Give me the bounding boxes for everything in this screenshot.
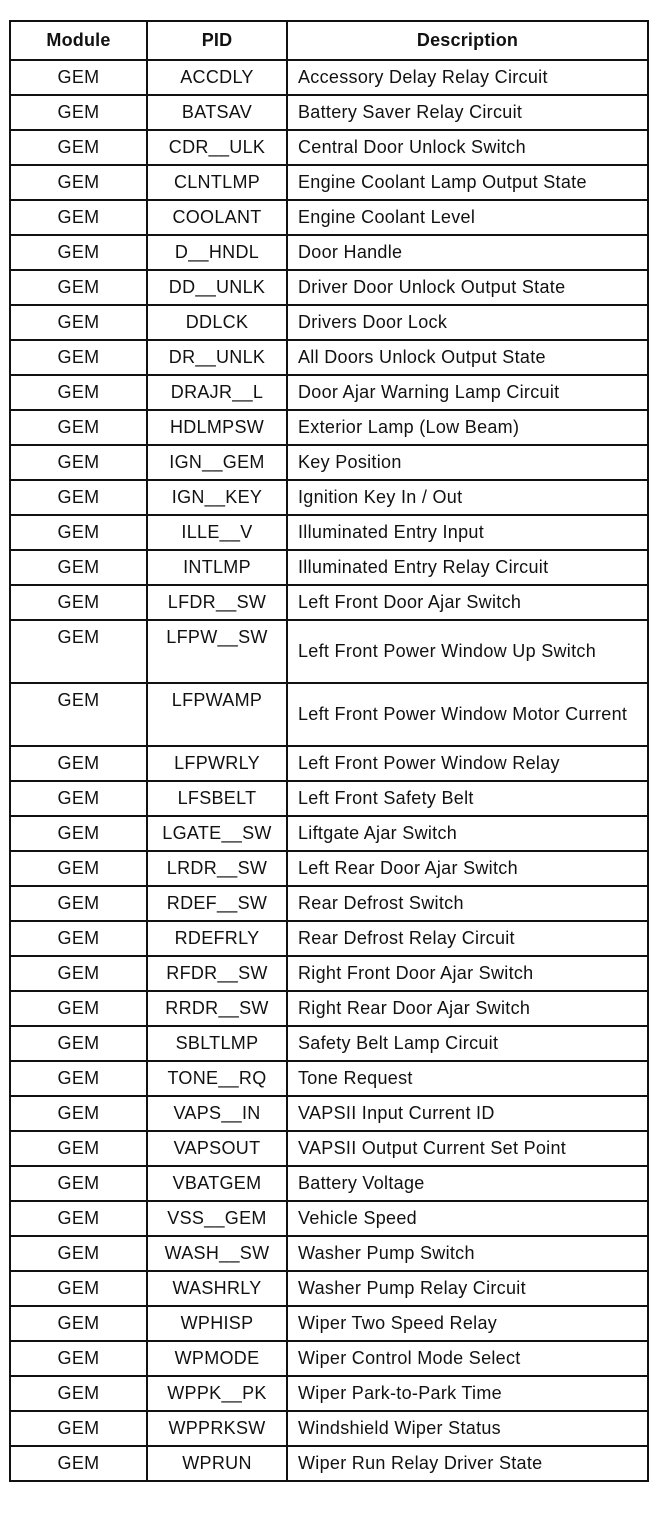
table-row <box>10 1306 648 1341</box>
pid-cell: ACCDLY <box>147 60 287 95</box>
table-row <box>10 95 648 130</box>
pid-table-sheet <box>9 20 647 1482</box>
module-cell: GEM <box>10 1271 147 1306</box>
module-cell: GEM <box>10 165 147 200</box>
table-row <box>10 165 648 200</box>
module-cell: GEM <box>10 1166 147 1201</box>
description-cell: VAPSII Input Current ID <box>287 1096 648 1131</box>
module-cell: GEM <box>10 683 147 746</box>
pid-table <box>9 20 649 1482</box>
description-cell: Washer Pump Relay Circuit <box>287 1271 648 1306</box>
description-cell: Battery Voltage <box>287 1166 648 1201</box>
pid-cell: VSS__GEM <box>147 1201 287 1236</box>
module-cell: GEM <box>10 1201 147 1236</box>
table-row <box>10 1096 648 1131</box>
module-cell: GEM <box>10 1306 147 1341</box>
table-body <box>10 60 648 1481</box>
pid-cell: WPPK__PK <box>147 1376 287 1411</box>
description-cell: Safety Belt Lamp Circuit <box>287 1026 648 1061</box>
table-row <box>10 305 648 340</box>
header-row <box>10 21 648 60</box>
description-cell: Right Rear Door Ajar Switch <box>287 991 648 1026</box>
module-cell: GEM <box>10 781 147 816</box>
pid-cell: WASH__SW <box>147 1236 287 1271</box>
description-cell: Washer Pump Switch <box>287 1236 648 1271</box>
table-row <box>10 886 648 921</box>
pid-cell: TONE__RQ <box>147 1061 287 1096</box>
table-row <box>10 1446 648 1481</box>
description-cell: Wiper Run Relay Driver State <box>287 1446 648 1481</box>
table-row <box>10 816 648 851</box>
module-cell: GEM <box>10 1061 147 1096</box>
module-cell: GEM <box>10 515 147 550</box>
description-cell: Accessory Delay Relay Circuit <box>287 60 648 95</box>
module-cell: GEM <box>10 921 147 956</box>
table-row <box>10 746 648 781</box>
module-cell: GEM <box>10 991 147 1026</box>
pid-cell: INTLMP <box>147 550 287 585</box>
description-cell: Ignition Key In / Out <box>287 480 648 515</box>
table-row <box>10 340 648 375</box>
description-cell: Wiper Two Speed Relay <box>287 1306 648 1341</box>
pid-cell: VAPS__IN <box>147 1096 287 1131</box>
pid-cell: DRAJR__L <box>147 375 287 410</box>
module-cell: GEM <box>10 60 147 95</box>
table-row <box>10 683 648 746</box>
description-cell: Driver Door Unlock Output State <box>287 270 648 305</box>
module-cell: GEM <box>10 410 147 445</box>
pid-cell: IGN__KEY <box>147 480 287 515</box>
table-row <box>10 1061 648 1096</box>
description-cell: Engine Coolant Level <box>287 200 648 235</box>
pid-cell: DDLCK <box>147 305 287 340</box>
description-cell: Rear Defrost Relay Circuit <box>287 921 648 956</box>
table-row <box>10 445 648 480</box>
pid-cell: HDLMPSW <box>147 410 287 445</box>
description-cell: Windshield Wiper Status <box>287 1411 648 1446</box>
pid-cell: CLNTLMP <box>147 165 287 200</box>
table-row <box>10 1131 648 1166</box>
description-cell: Left Rear Door Ajar Switch <box>287 851 648 886</box>
pid-cell: LFDR__SW <box>147 585 287 620</box>
module-cell: GEM <box>10 270 147 305</box>
pid-cell: LFPWAMP <box>147 683 287 746</box>
table-row <box>10 1166 648 1201</box>
pid-cell: WPPRKSW <box>147 1411 287 1446</box>
pid-cell: DD__UNLK <box>147 270 287 305</box>
pid-cell: ILLE__V <box>147 515 287 550</box>
pid-column-header: PID <box>147 21 287 60</box>
table-row <box>10 1271 648 1306</box>
description-cell: Left Front Power Window Motor Current <box>287 683 648 746</box>
description-cell: Illuminated Entry Relay Circuit <box>287 550 648 585</box>
pid-cell: RDEFRLY <box>147 921 287 956</box>
description-cell: Central Door Unlock Switch <box>287 130 648 165</box>
pid-cell: RFDR__SW <box>147 956 287 991</box>
description-cell: Battery Saver Relay Circuit <box>287 95 648 130</box>
table-row <box>10 60 648 95</box>
pid-cell: LFPW__SW <box>147 620 287 683</box>
module-cell: GEM <box>10 375 147 410</box>
module-cell: GEM <box>10 620 147 683</box>
table-row <box>10 1201 648 1236</box>
description-cell: Liftgate Ajar Switch <box>287 816 648 851</box>
description-cell: Engine Coolant Lamp Output State <box>287 165 648 200</box>
module-cell: GEM <box>10 200 147 235</box>
table-row <box>10 1236 648 1271</box>
table-row <box>10 921 648 956</box>
module-cell: GEM <box>10 445 147 480</box>
pid-cell: VAPSOUT <box>147 1131 287 1166</box>
table-row <box>10 620 648 683</box>
description-cell: Key Position <box>287 445 648 480</box>
module-cell: GEM <box>10 550 147 585</box>
description-column-header: Description <box>287 21 648 60</box>
pid-cell: WASHRLY <box>147 1271 287 1306</box>
module-cell: GEM <box>10 851 147 886</box>
description-cell: Exterior Lamp (Low Beam) <box>287 410 648 445</box>
pid-cell: DR__UNLK <box>147 340 287 375</box>
pid-cell: COOLANT <box>147 200 287 235</box>
table-row <box>10 375 648 410</box>
module-cell: GEM <box>10 886 147 921</box>
table-row <box>10 200 648 235</box>
pid-cell: LFPWRLY <box>147 746 287 781</box>
pid-cell: WPRUN <box>147 1446 287 1481</box>
description-cell: Door Ajar Warning Lamp Circuit <box>287 375 648 410</box>
pid-cell: WPMODE <box>147 1341 287 1376</box>
module-cell: GEM <box>10 340 147 375</box>
pid-cell: LGATE__SW <box>147 816 287 851</box>
description-cell: VAPSII Output Current Set Point <box>287 1131 648 1166</box>
description-cell: Rear Defrost Switch <box>287 886 648 921</box>
module-cell: GEM <box>10 956 147 991</box>
module-cell: GEM <box>10 1341 147 1376</box>
table-row <box>10 515 648 550</box>
pid-cell: LFSBELT <box>147 781 287 816</box>
table-row <box>10 781 648 816</box>
pid-cell: RRDR__SW <box>147 991 287 1026</box>
pid-cell: VBATGEM <box>147 1166 287 1201</box>
description-cell: Tone Request <box>287 1061 648 1096</box>
table-row <box>10 270 648 305</box>
description-cell: Left Front Power Window Relay <box>287 746 648 781</box>
module-cell: GEM <box>10 95 147 130</box>
table-row <box>10 1376 648 1411</box>
module-cell: GEM <box>10 1131 147 1166</box>
table-row <box>10 585 648 620</box>
description-cell: Left Front Safety Belt <box>287 781 648 816</box>
description-cell: Drivers Door Lock <box>287 305 648 340</box>
pid-cell: D__HNDL <box>147 235 287 270</box>
module-cell: GEM <box>10 305 147 340</box>
module-cell: GEM <box>10 585 147 620</box>
table-row <box>10 235 648 270</box>
table-row <box>10 1411 648 1446</box>
table-row <box>10 1341 648 1376</box>
description-cell: Door Handle <box>287 235 648 270</box>
description-cell: Left Front Door Ajar Switch <box>287 585 648 620</box>
module-cell: GEM <box>10 1026 147 1061</box>
table-row <box>10 550 648 585</box>
table-row <box>10 991 648 1026</box>
table-row <box>10 956 648 991</box>
module-cell: GEM <box>10 235 147 270</box>
description-cell: Wiper Park-to-Park Time <box>287 1376 648 1411</box>
module-cell: GEM <box>10 1446 147 1481</box>
pid-cell: LRDR__SW <box>147 851 287 886</box>
table-row <box>10 130 648 165</box>
module-column-header: Module <box>10 21 147 60</box>
module-cell: GEM <box>10 746 147 781</box>
module-cell: GEM <box>10 1376 147 1411</box>
description-cell: All Doors Unlock Output State <box>287 340 648 375</box>
table-row <box>10 480 648 515</box>
pid-cell: WPHISP <box>147 1306 287 1341</box>
pid-cell: CDR__ULK <box>147 130 287 165</box>
module-cell: GEM <box>10 130 147 165</box>
table-row <box>10 1026 648 1061</box>
description-cell: Left Front Power Window Up Switch <box>287 620 648 683</box>
module-cell: GEM <box>10 816 147 851</box>
description-cell: Vehicle Speed <box>287 1201 648 1236</box>
module-cell: GEM <box>10 480 147 515</box>
description-cell: Right Front Door Ajar Switch <box>287 956 648 991</box>
module-cell: GEM <box>10 1096 147 1131</box>
module-cell: GEM <box>10 1236 147 1271</box>
pid-cell: BATSAV <box>147 95 287 130</box>
description-cell: Illuminated Entry Input <box>287 515 648 550</box>
description-cell: Wiper Control Mode Select <box>287 1341 648 1376</box>
table-row <box>10 410 648 445</box>
pid-cell: IGN__GEM <box>147 445 287 480</box>
pid-cell: RDEF__SW <box>147 886 287 921</box>
table-row <box>10 851 648 886</box>
module-cell: GEM <box>10 1411 147 1446</box>
pid-cell: SBLTLMP <box>147 1026 287 1061</box>
